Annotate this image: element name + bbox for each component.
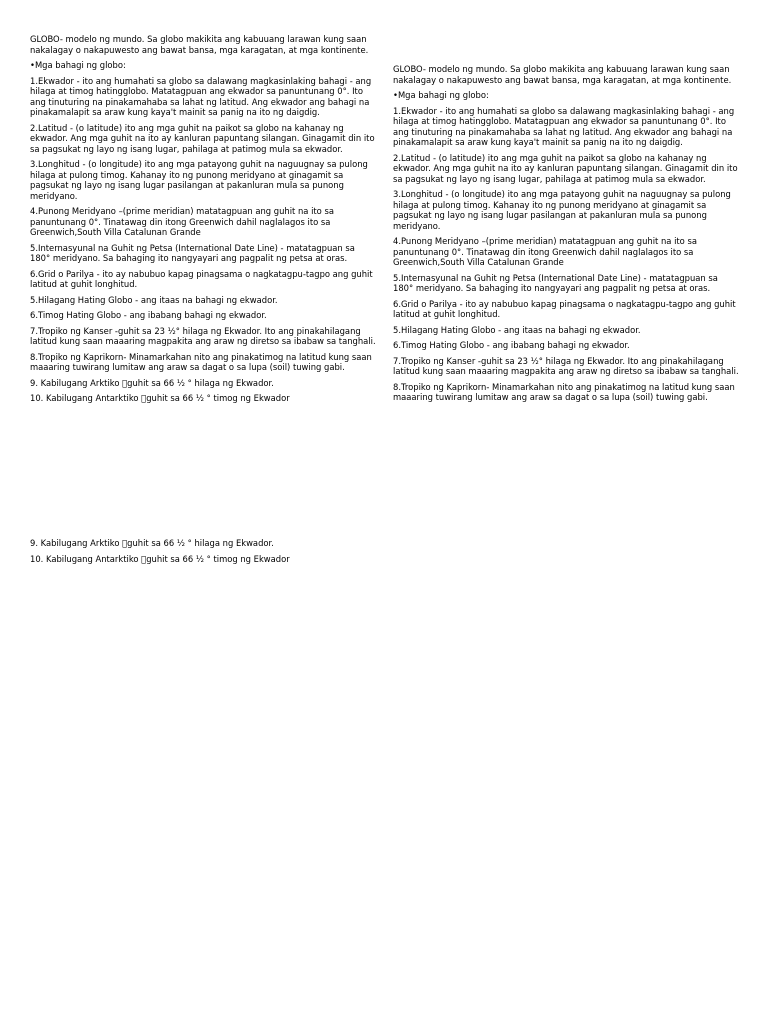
item-ekwador: 1.Ekwador - ito ang humahati sa globo sa dalawang magkasinlaking bahagi - ang hilaga at timog hatingglobo. Matatagpuan ang ekwador sa panuntunang 0°. Ito ang tinuturing na pinakamahaba sa lahat ng latitud. Ang ekwador ang bahagi na pinakamalapit sa araw kung kaya't mainit sa panig na ito ng daigdig.: [393, 105, 735, 147]
item-tropiko-kanser: 7.Tropiko ng Kanser -guhit sa 23 ½° hilaga ng Ekwador. Ito ang pinakahilagang latitud kung saan maaaring magpakita ang araw ng diretso sa ibabaw sa tanghali.: [30, 325, 376, 346]
left-column-tail: [30, 538, 376, 569]
item-tropiko-kanser: 7.Tropiko ng Kanser -guhit sa 23 ½° hilaga ng Ekwador. Ito ang pinakahilagang latitud kung saan maaaring magpakita ang araw ng diretso sa ibabaw sa tanghali.: [393, 355, 739, 376]
intro-paragraph: GLOBO- modelo ng mundo. Sa globo makikita ang kabuuang larawan kung saan nakalagay o nakapuwesto ang bawat bansa, mga karagatan, at mga kontinente.: [393, 64, 732, 85]
globe-parts-heading: •Mga bahagi ng globo:: [30, 60, 126, 70]
tail-kabilugang-antarktiko: 10. Kabilugang Antarktiko  guhit sa 66 ½ ° timog ng Ekwador: [30, 553, 290, 564]
item-grid: 6.Grid o Parilya - ito ay nabubuo kapag pinagsama o nagkatagpu-tagpo ang guhit latitud at guhit longhitud.: [393, 298, 736, 319]
item-longhitud: 3.Longhitud - (o longitude) ito ang mga patayong guhit na naguugnay sa pulong hilaga at pulong timog. Kahanay ito ng punong meridyano at ginagamit sa pagsukat ng layo ng isang lugar pasilangan at pakanluran mula sa punong meridyano.: [393, 189, 731, 231]
globe-parts-heading: •Mga bahagi ng globo:: [393, 90, 489, 100]
intro-paragraph: GLOBO- modelo ng mundo. Sa globo makikita ang kabuuang larawan kung saan nakalagay o nakapuwesto ang bawat bansa, mga karagatan, at mga kontinente.: [30, 34, 369, 55]
item-latitud: 2.Latitud - (o latitude) ito ang mga guhit na paikot sa globo na kahanay ng ekwador. Ang mga guhit na ito ay kanluran papuntang silangan. Ginagamit din ito sa pagsukat ng layo ng isang lugar, pahilaga at patimog mula sa ekwador.: [30, 122, 375, 154]
item-timog-hating-globo: 6.Timog Hating Globo - ang ibabang bahagi ng ekwador.: [393, 340, 630, 350]
item-punong-meridyano: 4.Punong Meridyano –(prime meridian) matatagpuan ang guhit na ito sa panuntunang 0°. Tinatawag din itong Greenwich dahil naglalagos ito sa Greenwich,South Villa Catalunan Grande: [393, 236, 697, 267]
item-kabilugang-antarktiko: 10. Kabilugang Antarktiko  guhit sa 66 ½ ° timog ng Ekwador: [30, 393, 290, 403]
item-latitud: 2.Latitud - (o latitude) ito ang mga guhit na paikot sa globo na kahanay ng ekwador. Ang mga guhit na ito ay kanluran papuntang silangan. Ginagamit din ito sa pagsukat ng layo ng isang lugar, pahilaga at patimog mula sa ekwador.: [393, 152, 738, 184]
item-date-line: 5.Internasyunal na Guhit ng Petsa (International Date Line) - matatagpuan sa 180° meridyano. Sa bahaging ito nangyayari ang pagpalit ng petsa at oras.: [393, 272, 718, 293]
item-hilagang-hating-globo: 5.Hilagang Hating Globo - ang itaas na bahagi ng ekwador.: [30, 294, 278, 305]
item-grid: 6.Grid o Parilya - ito ay nabubuo kapag pinagsama o nagkatagpu-tagpo ang guhit latitud at guhit longhitud.: [30, 268, 373, 289]
item-hilagang-hating-globo: 5.Hilagang Hating Globo - ang itaas na bahagi ng ekwador.: [393, 324, 641, 335]
item-punong-meridyano: 4.Punong Meridyano –(prime meridian) matatagpuan ang guhit na ito sa panuntunang 0°. Tinatawag din itong Greenwich dahil naglalagos ito sa Greenwich,South Villa Catalunan Grande: [30, 206, 334, 237]
item-ekwador: 1.Ekwador - ito ang humahati sa globo sa dalawang magkasinlaking bahagi - ang hilaga at timog hatingglobo. Matatagpuan ang ekwador sa panuntunang 0°. Ito ang tinuturing na pinakamahaba sa lahat ng latitud. Ang ekwador ang bahagi na pinakamalapit sa araw kung kaya't mainit sa panig na ito ng daigdig.: [30, 75, 372, 117]
left-column: [30, 34, 376, 409]
right-column: [393, 64, 739, 408]
item-tropiko-kaprikorn: 8.Tropiko ng Kaprikorn- Minamarkahan nito ang pinakatimog na latitud kung saan maaaring tuwirang lumitaw ang araw sa dagat o sa lupa (soil) tuwing gabi.: [393, 381, 735, 402]
item-timog-hating-globo: 6.Timog Hating Globo - ang ibabang bahagi ng ekwador.: [30, 310, 267, 320]
item-date-line: 5.Internasyunal na Guhit ng Petsa (International Date Line) - matatagpuan sa 180° meridyano. Sa bahaging ito nangyayari ang pagpalit ng petsa at oras.: [30, 242, 355, 263]
item-kabilugang-arktiko: 9. Kabilugang Arktiko  guhit sa 66 ½ ° hilaga ng Ekwador.: [30, 377, 274, 388]
item-tropiko-kaprikorn: 8.Tropiko ng Kaprikorn- Minamarkahan nito ang pinakatimog na latitud kung saan maaaring tuwirang lumitaw ang araw sa dagat o sa lupa (soil) tuwing gabi.: [30, 351, 372, 372]
item-longhitud: 3.Longhitud - (o longitude) ito ang mga patayong guhit na naguugnay sa pulong hilaga at pulong timog. Kahanay ito ng punong meridyano at ginagamit sa pagsukat ng layo ng isang lugar pasilangan at pakanluran mula sa punong meridyano.: [30, 159, 368, 201]
tail-kabilugang-arktiko: 9. Kabilugang Arktiko  guhit sa 66 ½ ° hilaga ng Ekwador.: [30, 538, 274, 548]
